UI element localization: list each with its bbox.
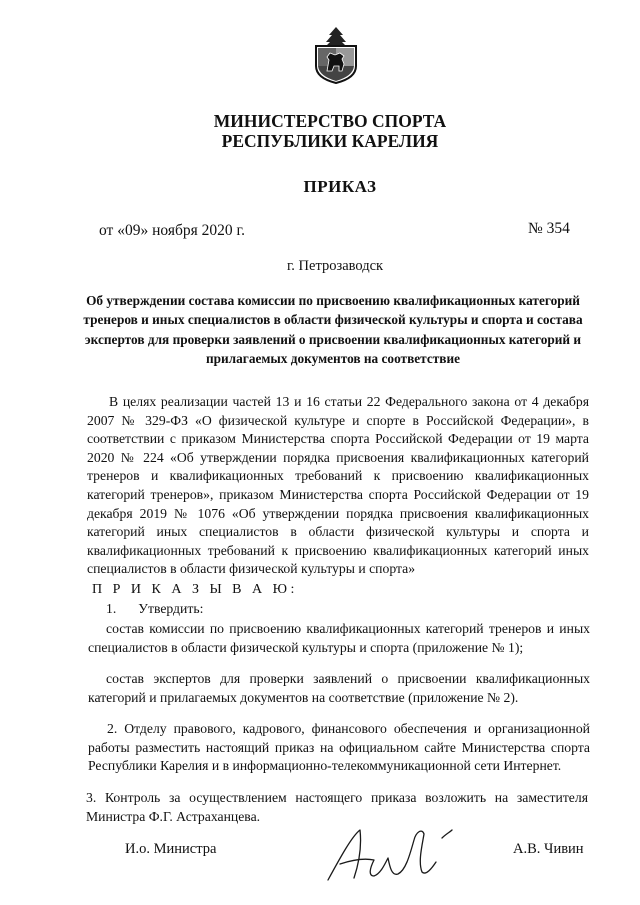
order-number: № 354 <box>528 220 570 237</box>
item-1-number: 1. <box>106 601 117 616</box>
item-3: 3. Контроль за осуществлением настоящего приказа возложить на заместителя Министра Ф.Г. Астраханцева. <box>86 790 588 824</box>
item-1-subitem-commission: состав комиссии по присвоению квалификационных категорий тренеров и иных специалистов в области физической культуры и спорта (приложение № 1); <box>88 621 590 655</box>
karelia-coat-of-arms-icon <box>313 26 359 84</box>
handwritten-signature <box>318 818 468 890</box>
document-type-heading: ПРИКАЗ <box>303 177 377 196</box>
item-1-text: Утвердить: <box>138 601 204 616</box>
ministry-name-line1: МИНИСТЕРСТВО СПОРТА <box>213 111 447 131</box>
order-date: от «09» ноября 2020 г. <box>99 222 245 239</box>
item-2: 2. Отделу правового, кадрового, финансового обеспечения и организационной работы разместить настоящий приказ на официальном сайте Министерства спорта Республики Карелия и в информационно-телекоммуникационной сети Интернет. <box>88 721 590 774</box>
item-1-subitem-experts: состав экспертов для проверки заявлений о присвоении квалификационных категорий и прилагаемых документов на соответствие (приложение № 2). <box>88 671 590 705</box>
signer-position: И.о. Министра <box>125 841 217 857</box>
item-1 <box>106 601 203 617</box>
ministry-name-line2: РЕСПУБЛИКИ КАРЕЛИЯ <box>221 131 439 151</box>
intro-paragraph: В целях реализации частей 13 и 16 статьи 22 Федерального закона от 4 декабря 2007 № 329-ФЗ «О физической культуре и спорте в Российской Федерации», в соответствии с приказом Министерства спорта Российской Федерации от 19 марта 2020 № 224 «Об утверждении порядка присвоения квалификационных категорий тренеров и квалификационных требований к присвоению квалификационных категорий тренеров», приказом Министерства спорта Российской Федерации от 19 декабря 2019 № 1076 «Об утверждении порядка присвоения квалификационных категорий иных специалистов в области физической культуры и спорта и квалификационных требований к присвоению квалификационных категорий иных специалистов в области физической культуры и спорта» <box>87 394 589 577</box>
city: г. Петрозаводск <box>287 258 384 274</box>
order-title: Об утверждении состава комиссии по присвоению квалификационных категорий тренеров и иных специалистов в области физической культуры и спорта и состава экспертов для проверки заявлений о присвоении квалификационных категорий и прилагаемых документов на соответствие <box>83 293 583 367</box>
order-directive-heading: П Р И К А З Ы В А Ю: <box>92 582 298 597</box>
signer-name: А.В. Чивин <box>513 841 584 857</box>
